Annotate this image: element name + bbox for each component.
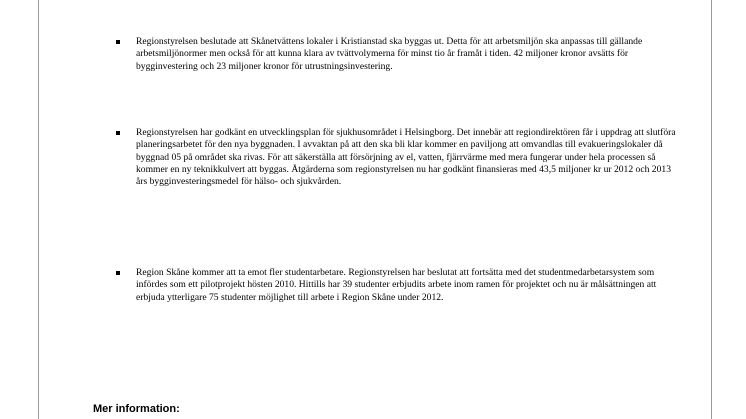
square-bullet-icon (116, 40, 120, 44)
page-border-right (711, 0, 712, 419)
more-info-heading: Mer information: (93, 403, 180, 415)
page-border-left (38, 0, 39, 419)
square-bullet-icon (116, 131, 120, 135)
list-item-text: Region Skåne kommer att ta emot fler studentarbetare. Regionstyrelsen har beslutat att fortsätta med det studentmedarbetarsystem som infördes som ett pilotprojekt hösten 2010. Hittills har 39 studenter erbjudits arbete inom ramen för projektet och nu är målsättningen att erbjuda ytterligare 75 studenter möjlighet till arbete i Region Skåne under 2012. (136, 267, 657, 303)
list-item-text: Regionstyrelsen har godkänt en utvecklingsplan för sjukhusområdet i Helsingborg. Det innebär att regiondirektören får i uppdrag att slutföra planeringsarbetet för den nya byggnaden. I avvaktan på att den ska bli klar kommer en paviljong att omvandlas till evakueringslokaler då byggnad 05 på området ska rivas. För att säkerställa att försörjning av el, vatten, fjärrvärme med mera fungerar under hela processen så kommer en ny teknikkulvert att byggas. Åtgärderna som regionstyrelsen nu har godkänt finansieras med 43,5 miljoner kr ur 2012 och 2013 års bygginvesteringsmedel för hälso- och sjukvården. (136, 127, 676, 188)
list-item-text: Regionstyrelsen beslutade att Skånetvättens lokaler i Kristianstad ska byggas ut. Detta för att arbetsmiljön ska anpassas till gällande arbetsmiljönormer men också för att kunna klara av tvättvolymerna för minst tio år framåt i tiden. 42 miljoner kronor avsätts för bygginvestering och 23 miljoner kronor för utrustningsinvestering. (136, 36, 643, 72)
square-bullet-icon (116, 271, 120, 275)
